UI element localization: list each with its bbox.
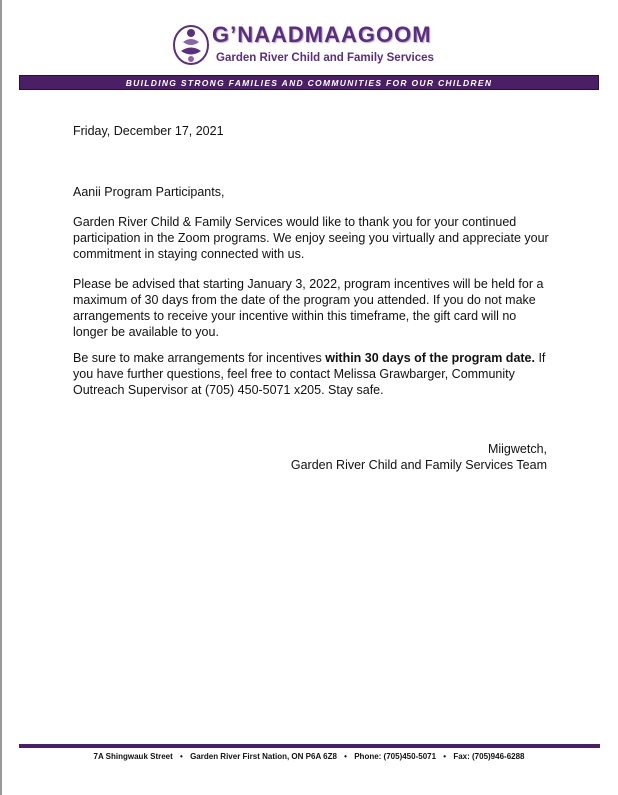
letter-paragraph-thanks: Garden River Child & Family Services would like to thank you for your continued participation in the Zoom programs. We enjoy seeing you virtually and appreciate your commitment in staying connected with us.	[73, 215, 549, 261]
closing-word: Miigwetch,	[487, 442, 547, 456]
footer-address: 7A Shingwauk Street	[93, 752, 173, 761]
paragraph-bold-deadline: within 30 days of the program date.	[325, 351, 535, 365]
letter-date: Friday, December 17, 2021	[73, 124, 224, 138]
footer-phone: Phone: (705)450-5071	[354, 752, 437, 761]
footer-location: Garden River First Nation, ON P6A 6Z8	[190, 752, 337, 761]
letter-paragraph-contact	[73, 350, 553, 398]
letter-paragraph-policy: Please be advised that starting January 3, 2022, program incentives will be held for a maximum of 30 days from the date of the program you attended. If you do not make arrangements to receive your incentive within this timeframe, the gift card will no longer be available to you.	[73, 277, 544, 339]
page-left-edge	[0, 0, 2, 795]
paragraph-text-start: Be sure to make arrangements for incentives	[73, 351, 326, 365]
organization-subtitle: Garden River Child and Family Services	[216, 52, 434, 64]
paragraph-text-end: If you have further questions, feel free to contact Melissa Grawbarger, Community Outreach Supervisor at (705) 450-5071 x205. Stay safe.	[73, 351, 546, 397]
letter-closing	[200, 441, 547, 473]
letterhead	[0, 0, 618, 100]
tagline-text: BUILDING STRONG FAMILIES AND COMMUNITIES FOR OUR CHILDREN	[125, 78, 493, 88]
footer-contact	[0, 752, 618, 761]
letter-salutation: Aanii Program Participants,	[73, 185, 225, 199]
signature-team: Garden River Child and Family Services Team	[290, 458, 547, 472]
footer-fax: Fax: (705)946-6288	[453, 752, 525, 761]
footer-separator: •	[180, 752, 183, 761]
logo-emblem-icon	[172, 24, 210, 66]
footer-separator: •	[443, 752, 447, 761]
footer-divider	[19, 744, 600, 748]
footer-separator: •	[344, 752, 347, 761]
organization-name: G’NAADMAAGOOM	[212, 22, 432, 47]
tagline-banner	[19, 75, 599, 90]
